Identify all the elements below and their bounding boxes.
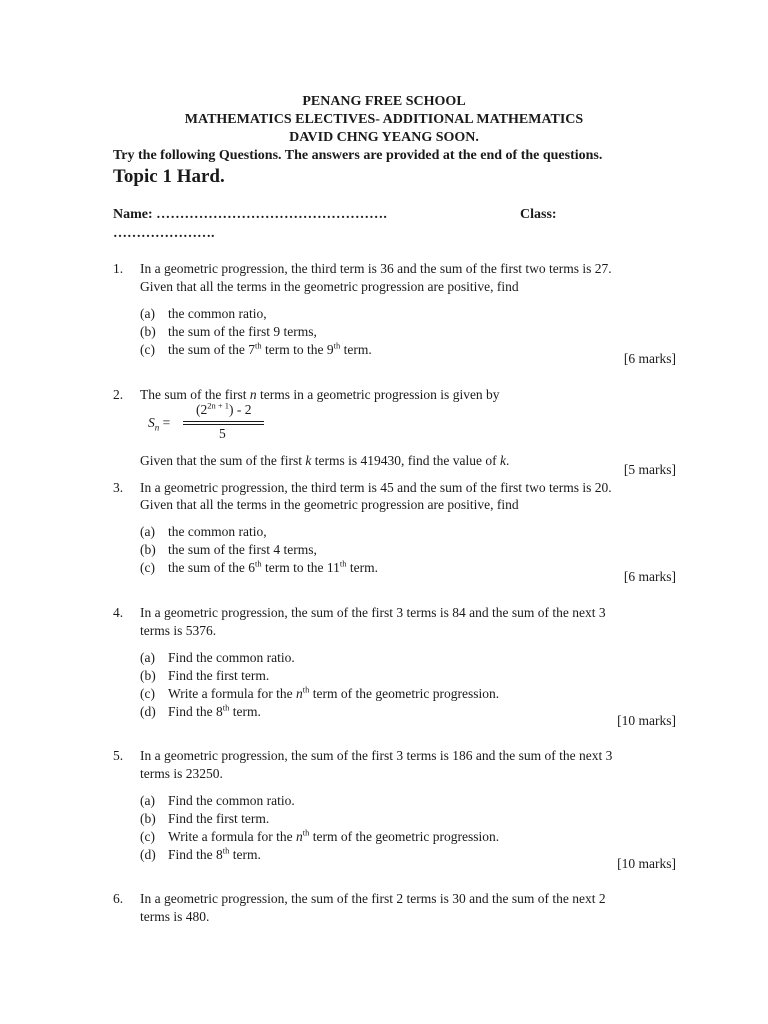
marks-label: [5 marks]: [623, 462, 676, 477]
name-dots: ………………………………………….: [156, 207, 388, 222]
question-number: 5.: [113, 748, 124, 763]
question-text: terms is 5376.: [140, 623, 217, 638]
question-text: In a geometric progression, the sum of the first 3 terms is 84 and the sum of the next 3: [140, 605, 606, 620]
question-number: 2.: [113, 387, 124, 402]
question-text: The sum of the first n terms in a geometric progression is given by: [140, 387, 500, 402]
part-label: (b): [140, 811, 156, 826]
part-label: (c): [140, 829, 155, 844]
fraction-bar: [183, 424, 264, 425]
part-text: Write a formula for the $n^{th}$ term of the geometric progression.: [168, 684, 500, 701]
part-text: Find the 8th term.: [168, 845, 261, 862]
part-label: (c): [140, 686, 155, 701]
part-label: (d): [140, 704, 156, 719]
part-label: (c): [140, 342, 155, 357]
question-text: In a geometric progression, the sum of the first 3 terms is 186 and the sum of the next 3: [140, 748, 613, 763]
part-label: (a): [140, 306, 155, 321]
question-text: terms is 23250.: [140, 766, 223, 781]
instruction-line: Try the following Questions. The answers are provided at the end of the questions.: [113, 148, 603, 163]
part-text: Find the 8th term.: [168, 702, 261, 719]
part-text: the sum of the first 4 terms,: [168, 542, 317, 557]
part-text: Find the first term.: [168, 668, 270, 683]
question-number: 3.: [113, 480, 124, 495]
question-number: 1.: [113, 261, 124, 276]
question-text: In a geometric progression, the sum of the first 2 terms is 30 and the sum of the next 2: [140, 891, 606, 906]
part-label: (a): [140, 793, 155, 808]
author-name: DAVID CHNG YEANG SOON.: [289, 130, 479, 145]
formula-denominator: 5: [219, 426, 226, 441]
part-text: the common ratio,: [168, 306, 267, 321]
part-label: (b): [140, 542, 156, 557]
part-label: (a): [140, 524, 155, 539]
part-label: (d): [140, 847, 156, 862]
question-text: In a geometric progression, the third term is 45 and the sum of the first two terms is 20.: [140, 480, 612, 495]
class-dots: ………………….: [113, 226, 215, 241]
part-text: the common ratio,: [168, 524, 267, 539]
part-text: the sum of the 7th term to the 9th term.: [168, 340, 372, 357]
formula-numerator: $(2^{2n + 1}) - 2$: [196, 400, 252, 417]
part-text: Write a formula for the $n^{th}$ term of the geometric progression.: [168, 827, 500, 844]
part-label: (a): [140, 650, 155, 665]
part-text: Find the common ratio.: [168, 793, 295, 808]
formula-lhs: $S_n$ =: [148, 415, 171, 433]
marks-label: [6 marks]: [623, 351, 676, 366]
part-text: Find the common ratio.: [168, 650, 295, 665]
name-field: [113, 207, 387, 223]
fraction-bar: [183, 421, 264, 422]
question-text: terms is 480.: [140, 909, 210, 924]
part-label: (b): [140, 668, 156, 683]
part-text: the sum of the 6th term to the 11th term.: [168, 558, 378, 575]
question-number: 4.: [113, 605, 124, 620]
question-text: Given that all the terms in the geometric progression are positive, find: [140, 279, 519, 294]
marks-label: [10 marks]: [617, 856, 676, 871]
school-name: PENANG FREE SCHOOL: [302, 94, 466, 109]
question-text: Given that all the terms in the geometric progression are positive, find: [140, 497, 519, 512]
part-label: (c): [140, 560, 155, 575]
question-text: Given that the sum of the first k terms is 419430, find the value of k.: [140, 453, 510, 468]
marks-label: [10 marks]: [617, 713, 676, 728]
subject-title: MATHEMATICS ELECTIVES- ADDITIONAL MATHEMATICS: [184, 112, 584, 127]
class-label: Class:: [520, 207, 557, 222]
name-label: Name:: [113, 207, 153, 222]
part-label: (b): [140, 324, 156, 339]
part-text: Find the first term.: [168, 811, 270, 826]
question-number: 6.: [113, 891, 124, 906]
topic-heading: Topic 1 Hard.: [113, 166, 225, 187]
marks-label: [6 marks]: [623, 569, 676, 584]
question-text: In a geometric progression, the third term is 36 and the sum of the first two terms is 27.: [140, 261, 612, 276]
part-text: the sum of the first 9 terms,: [168, 324, 317, 339]
